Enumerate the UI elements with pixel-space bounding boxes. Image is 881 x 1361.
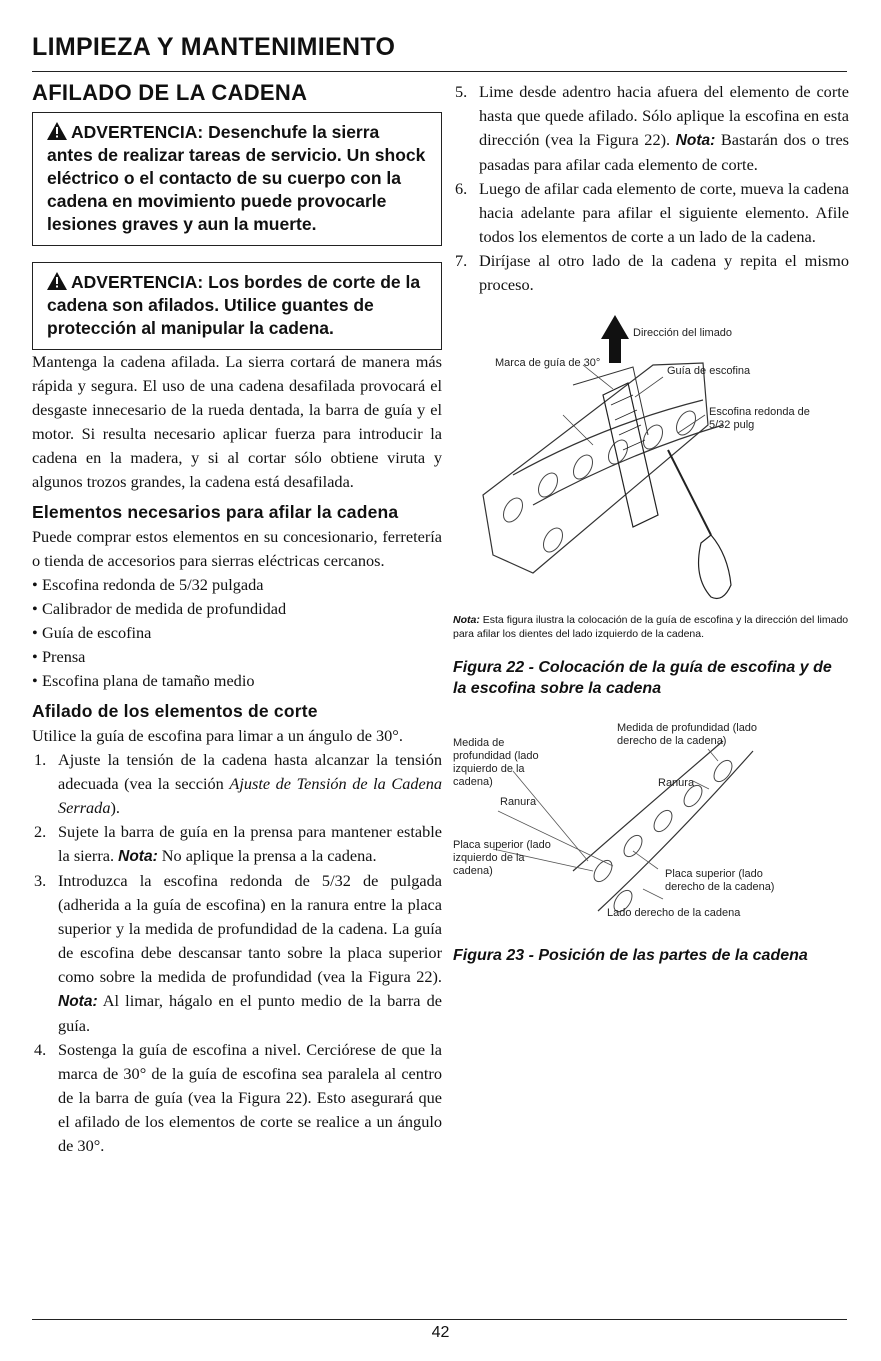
- label-file-guide: Guía de escofina: [667, 365, 751, 377]
- step-item: 1. Ajuste la tensión de la cadena hasta alcanzar la tensión adecuada (vea la sección Ajuste de Tensión de la Cadena Serrada).: [34, 750, 442, 817]
- section-title: AFILADO DE LA CADENA: [32, 80, 308, 105]
- figure-23: [453, 721, 849, 925]
- needed-list: [32, 573, 442, 693]
- page-number: 42: [431, 1324, 450, 1341]
- steps-list-right: [453, 80, 849, 297]
- list-item: • Prensa: [32, 645, 442, 669]
- sharpen-intro: Utilice la guía de escofina para limar a un ángulo de 30°.: [32, 726, 403, 745]
- warning-triangle-icon: [47, 122, 67, 140]
- steps-list-left: [32, 748, 442, 1158]
- list-item: • Escofina redonda de 5/32 pulgada: [32, 573, 442, 597]
- label-round-file: Escofina redonda de 5/32 pulg: [709, 406, 810, 431]
- label-right-side: Lado derecho de la cadena: [607, 907, 741, 919]
- step-item: 7. Diríjase al otro lado de la cadena y repita el mismo proceso.: [455, 251, 849, 294]
- bottom-rule: [32, 1319, 847, 1320]
- list-item: • Escofina plana de tamaño medio: [32, 669, 442, 693]
- list-item: • Guía de escofina: [32, 621, 442, 645]
- figure-22-note: Nota: Esta figura ilustra la colocación de la guía de escofina y la dirección del limado para afilar los dientes del lado izquierdo de la cadena.: [453, 614, 849, 640]
- label-groove-right: Ranura: [658, 777, 695, 789]
- figure-22: [453, 305, 849, 611]
- intro-paragraph: Mantenga la cadena afilada. La sierra cortará de manera más rápida y segura. El uso de una cadena desafilada provocará el desgaste innecesario de la rueda dentada, la barra de guía y el motor. Si resulta necesario aplicar fuerza para introducir la cadena en la madera, y si al cortar sólo obtiene viruta y algunos trozos grandes, la cadena está desafilada.: [32, 352, 442, 491]
- figure-23-caption: Figura 23 - Posición de las partes de la cadena: [453, 947, 808, 964]
- title-rule: [32, 71, 847, 72]
- step-item: 4. Sostenga la guía de escofina a nivel. Cerciórese de que la marca de 30° de la guía de escofina sea paralela al centro de la barra de guía (vea la Figura 22). Esto asegurará que el afilado de los elementos de corte se realice a un ángulo de 30°.: [34, 1040, 442, 1155]
- label-top-left: Placa superior (lado izquierdo de la cadena): [453, 839, 551, 877]
- label-mark-30: Marca de guía de 30°: [495, 357, 601, 369]
- label-depth-left: Medida de profundidad (lado izquierdo de la cadena): [453, 737, 539, 788]
- needed-paragraph: Puede comprar estos elementos en su concesionario, ferretería o tienda de accesorios para sierras eléctricas cercanos.: [32, 527, 442, 570]
- step-item: 2. Sujete la barra de guía en la prensa para mantener estable la sierra. Nota: No aplique la prensa a la cadena.: [34, 822, 442, 865]
- label-top-right: Placa superior (lado derecho de la cadena): [665, 868, 775, 893]
- warning-box-edges: [32, 262, 442, 350]
- figure-22-illustration: [453, 305, 849, 611]
- warning-text-electric: ADVERTENCIA: Desenchufe la sierra antes de realizar tareas de servicio. Un shock eléctrico o el contacto de su cuerpo con la cadena en movimiento puede provocarle lesiones graves y aun la muerte.: [47, 122, 426, 234]
- label-groove-left: Ranura: [500, 796, 537, 808]
- step-item: 3. Introduzca la escofina redonda de 5/32 de pulgada (adherida a la guía de escofina) en la ranura entre la placa superior y la medida de profundidad de la cadena. La guía de escofina debe descansar tanto sobre la placa superior como sobre la medida de profundidad (vea la Figura 22). Nota: Al limar, hágalo en el punto medio de la barra de guía.: [34, 871, 442, 1035]
- right-column: [453, 80, 849, 966]
- page-title: LIMPIEZA Y MANTENIMIENTO: [32, 33, 396, 61]
- left-column: [32, 80, 442, 1158]
- label-direction: Dirección del limado: [633, 327, 733, 339]
- figure-22-caption: Figura 22 - Colocación de la guía de escofina y de la escofina sobre la cadena: [453, 659, 832, 697]
- label-depth-right: Medida de profundidad (lado derecho de la cadena): [617, 722, 758, 747]
- needed-heading: Elementos necesarios para afilar la cadena: [32, 502, 399, 522]
- step-item: 5. Lime desde adentro hacia afuera del elemento de corte hasta que quede afilado. Sólo aplique la escofina en esta dirección (vea la Figura 22). Nota: Bastarán dos o tres pasadas para afilar cada elemento de corte.: [455, 82, 850, 174]
- sharpen-heading: Afilado de los elementos de corte: [32, 701, 318, 721]
- list-item: • Calibrador de medida de profundidad: [32, 597, 442, 621]
- warning-triangle-icon: [47, 272, 67, 290]
- step-item: 6. Luego de afilar cada elemento de corte, mueva la cadena hacia adelante para afilar el siguiente elemento. Afile todos los elementos de corte a un lado de la cadena.: [455, 179, 849, 246]
- warning-text-edges: ADVERTENCIA: Los bordes de corte de la cadena son afilados. Utilice guantes de protección al manipular la cadena.: [47, 272, 421, 338]
- warning-box-electric: [32, 112, 442, 246]
